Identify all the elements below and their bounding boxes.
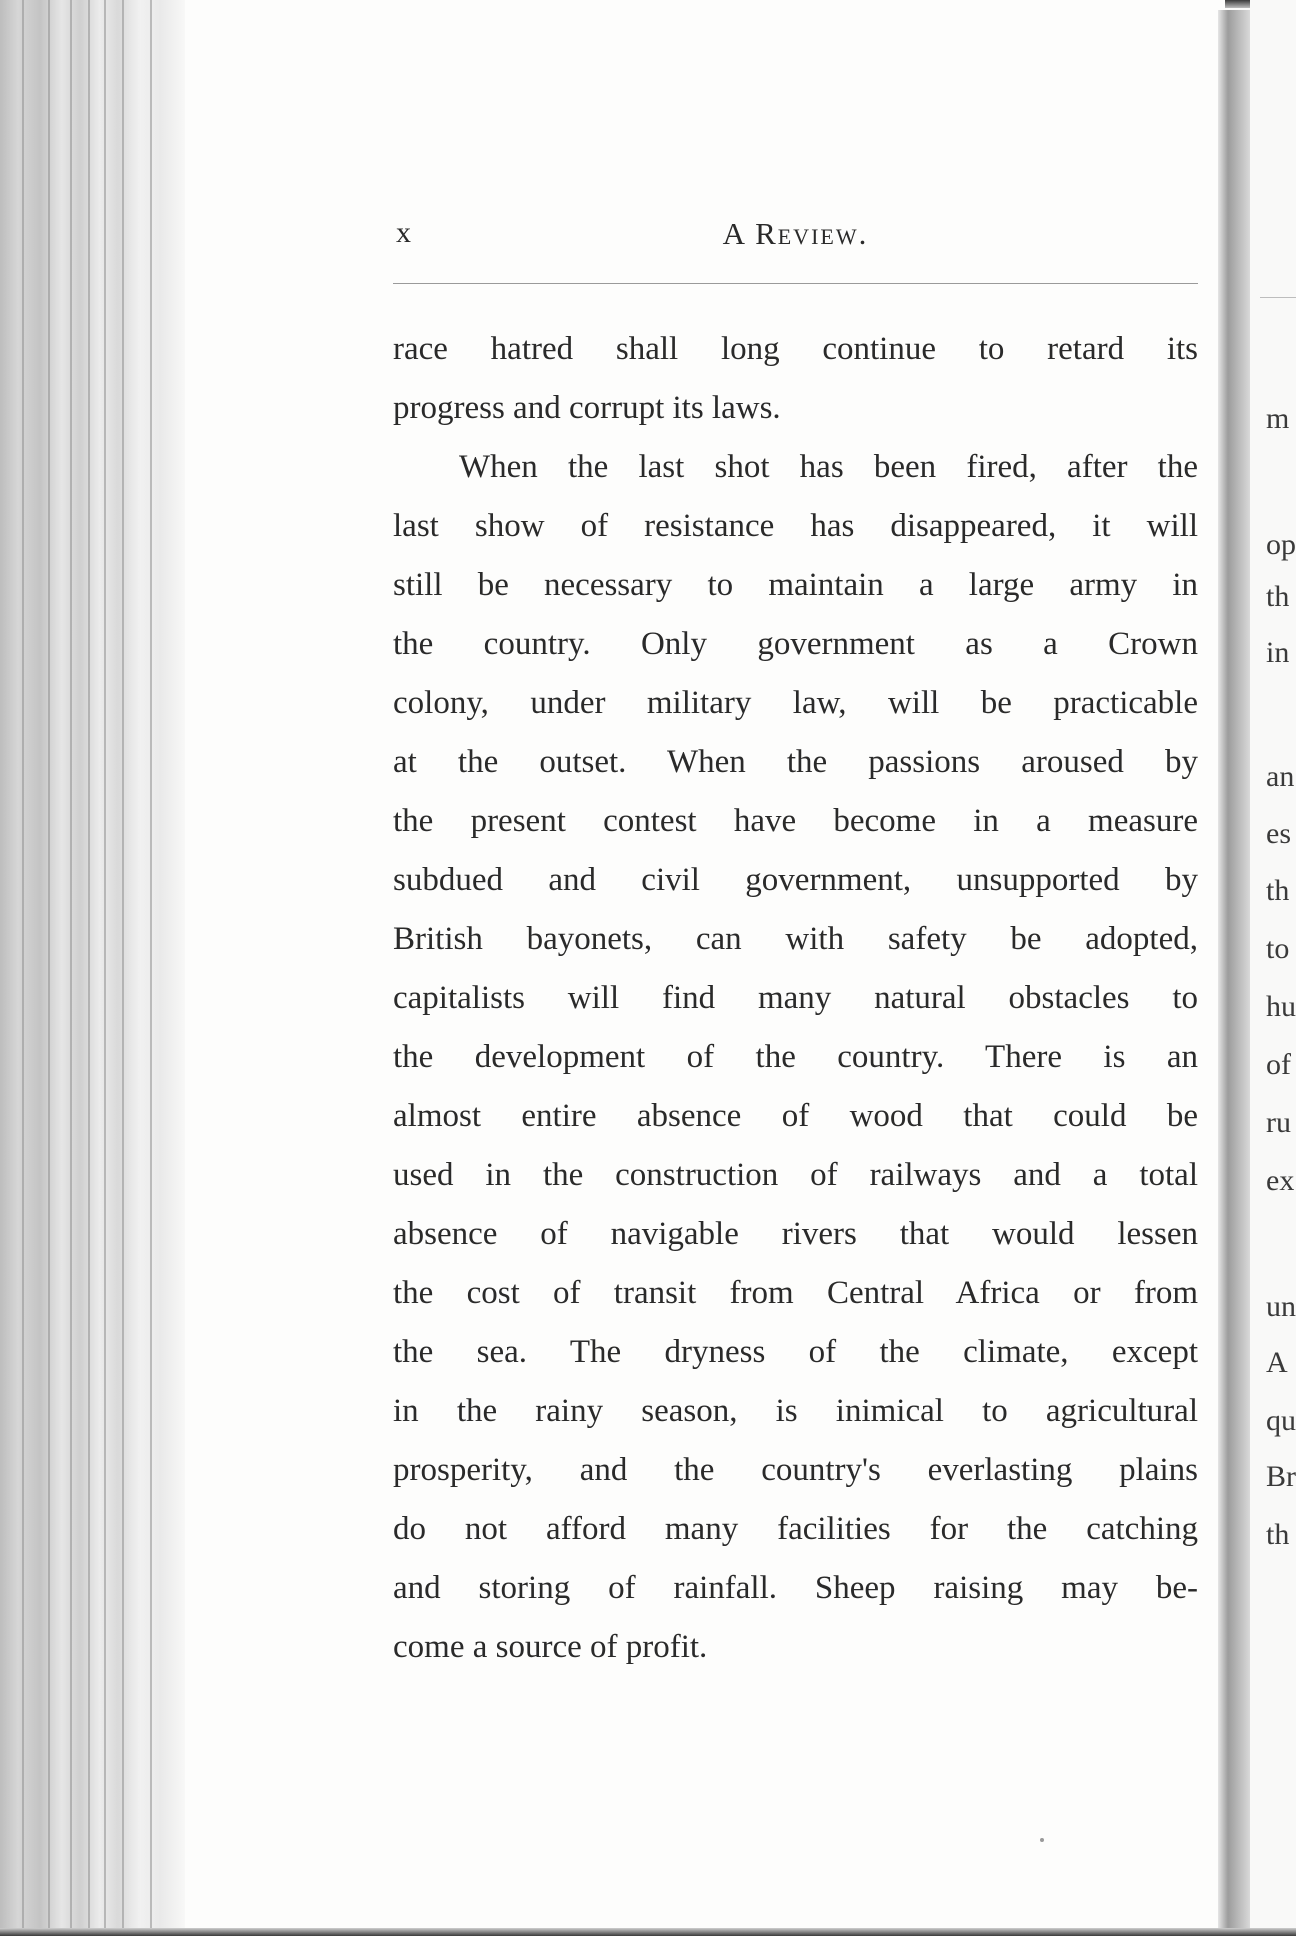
text-line: the cost of transit from Central Africa or from bbox=[393, 1275, 1198, 1311]
header-rule bbox=[393, 283, 1198, 284]
text-line: absence of navigable rivers that would lessen bbox=[393, 1216, 1198, 1252]
text-line: British bayonets, can with safety be adopted, bbox=[393, 921, 1198, 957]
next-page-edge bbox=[1250, 0, 1296, 1936]
next-page-fragment: m bbox=[1266, 402, 1290, 435]
text-line: colony, under military law, will be practicable bbox=[393, 685, 1198, 721]
next-page-fragment: ru bbox=[1266, 1106, 1291, 1139]
paper-speck bbox=[1040, 1838, 1044, 1842]
body-text bbox=[393, 320, 1198, 1677]
scan-bottom-edge bbox=[0, 1928, 1296, 1936]
next-page-fragment: A bbox=[1266, 1346, 1288, 1379]
next-page-fragment: an bbox=[1266, 760, 1295, 793]
text-line: the country. Only government as a Crown bbox=[393, 626, 1198, 662]
next-page-fragment: qu bbox=[1266, 1404, 1296, 1437]
text-line: almost entire absence of wood that could be bbox=[393, 1098, 1198, 1134]
page-edge-line bbox=[70, 0, 72, 1936]
next-page-fragment: Br bbox=[1266, 1460, 1296, 1493]
text-line: used in the construction of railways and a total bbox=[393, 1157, 1198, 1193]
text-line: and storing of rainfall. Sheep raising may be- bbox=[393, 1570, 1198, 1606]
next-page-fragment: th bbox=[1266, 1518, 1290, 1551]
page-edge-line bbox=[104, 0, 106, 1936]
page-edge-line bbox=[122, 0, 124, 1936]
text-line: come a source of profit. bbox=[393, 1629, 708, 1665]
text-line: last show of resistance has disappeared, it will bbox=[393, 508, 1198, 544]
text-line: do not afford many facilities for the catching bbox=[393, 1511, 1198, 1547]
page-number: x bbox=[396, 216, 412, 249]
text-line: in the rainy season, is inimical to agricultural bbox=[393, 1393, 1198, 1429]
running-title: A Review. bbox=[722, 216, 869, 251]
text-line: race hatred shall long continue to retard its bbox=[393, 331, 1198, 367]
next-page-fragment: un bbox=[1266, 1290, 1296, 1323]
text-line: subdued and civil government, unsupported by bbox=[393, 862, 1198, 898]
book-binding-edge bbox=[0, 0, 185, 1936]
running-header bbox=[393, 216, 1198, 260]
page-edge-line bbox=[48, 0, 50, 1936]
next-page-fragment: of bbox=[1266, 1048, 1291, 1081]
text-line: the sea. The dryness of the climate, except bbox=[393, 1334, 1198, 1370]
next-page-fragment: op bbox=[1266, 528, 1296, 561]
page-edge-line bbox=[88, 0, 90, 1936]
text-line: prosperity, and the country's everlasting plains bbox=[393, 1452, 1198, 1488]
text-line: capitalists will find many natural obstacles to bbox=[393, 980, 1198, 1016]
next-page-fragment: in bbox=[1266, 636, 1290, 669]
next-page-fragment: th bbox=[1266, 580, 1290, 613]
next-page-fragment: to bbox=[1266, 932, 1290, 965]
next-page-fragment: hu bbox=[1266, 990, 1296, 1023]
page-gutter-shadow bbox=[1218, 10, 1250, 1930]
page-edge-line bbox=[22, 0, 24, 1936]
text-line: progress and corrupt its laws. bbox=[393, 390, 781, 426]
page-edge-line bbox=[150, 0, 152, 1936]
text-line: still be necessary to maintain a large army in bbox=[393, 567, 1198, 603]
text-line: at the outset. When the passions aroused by bbox=[393, 744, 1198, 780]
next-page-fragment: ex bbox=[1266, 1164, 1295, 1197]
next-page-fragment: es bbox=[1266, 817, 1291, 850]
next-page-fragment: th bbox=[1266, 874, 1290, 907]
text-line: the present contest have become in a measure bbox=[393, 803, 1198, 839]
text-line: When the last shot has been fired, after the bbox=[459, 449, 1198, 485]
text-line: the development of the country. There is an bbox=[393, 1039, 1198, 1075]
next-page-header-rule bbox=[1260, 297, 1296, 298]
